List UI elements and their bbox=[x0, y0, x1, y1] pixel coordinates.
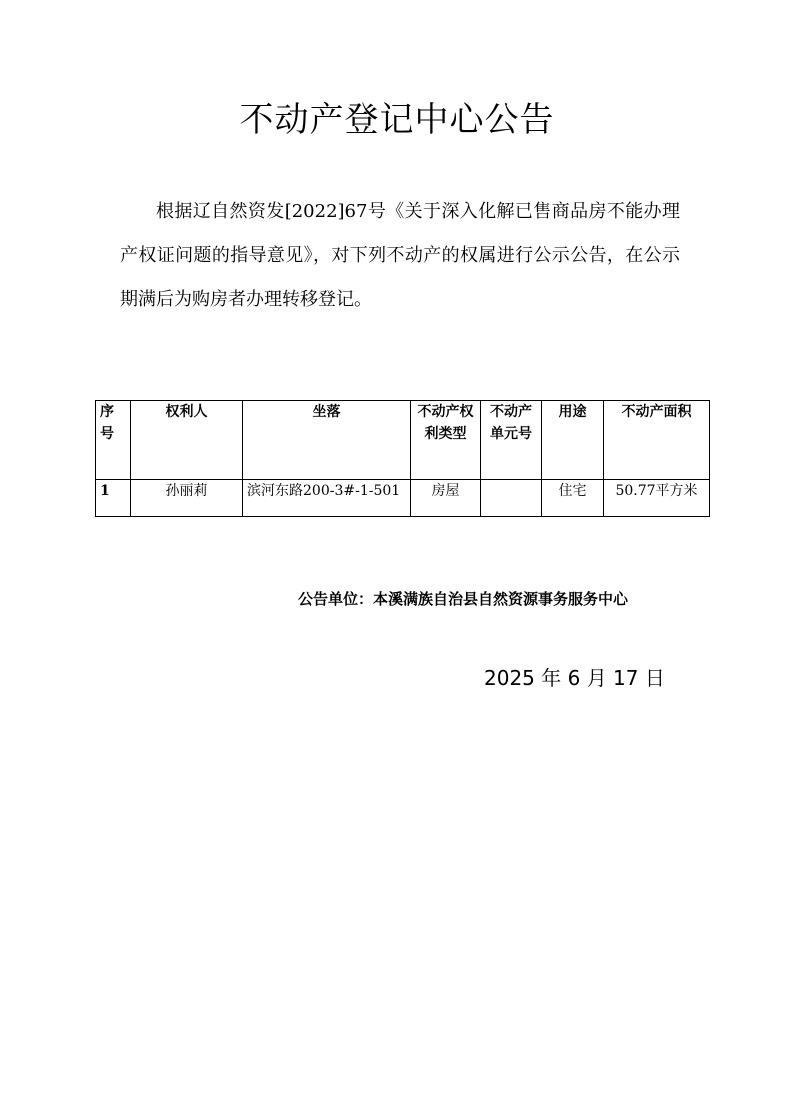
cell-usage: 住宅 bbox=[542, 480, 604, 517]
header-owner: 权利人 bbox=[131, 401, 243, 480]
header-location: 坐落 bbox=[243, 401, 411, 480]
cell-owner: 孙丽莉 bbox=[131, 480, 243, 517]
header-seq: 序号 bbox=[96, 401, 131, 480]
cell-area: 50.77平方米 bbox=[604, 480, 710, 517]
header-usage: 用途 bbox=[542, 401, 604, 480]
cell-unit-number bbox=[481, 480, 542, 517]
cell-seq: 1 bbox=[96, 480, 131, 517]
header-right-type: 不动产权利类型 bbox=[411, 401, 481, 480]
header-unit-number: 不动产单元号 bbox=[481, 401, 542, 480]
cell-location: 滨河东路200-3#-1-501 bbox=[243, 480, 411, 517]
header-area: 不动产面积 bbox=[604, 401, 710, 480]
table-row bbox=[96, 480, 710, 517]
notice-body: 根据辽自然资发[2022]67号《关于深入化解已售商品房不能办理产权证问题的指导意见》，对下列不动产的权属进行公示公告，在公示期满后为购房者办理转移登记。 bbox=[120, 201, 680, 310]
table-header-row bbox=[96, 401, 710, 480]
notice-date: 2025 年 6 月 17 日 bbox=[484, 666, 665, 690]
cell-right-type: 房屋 bbox=[411, 480, 481, 517]
issuing-unit: 公告单位：本溪满族自治县自然资源事务服务中心 bbox=[298, 590, 629, 608]
property-table bbox=[95, 400, 710, 517]
page-title: 不动产登记中心公告 bbox=[239, 100, 555, 140]
